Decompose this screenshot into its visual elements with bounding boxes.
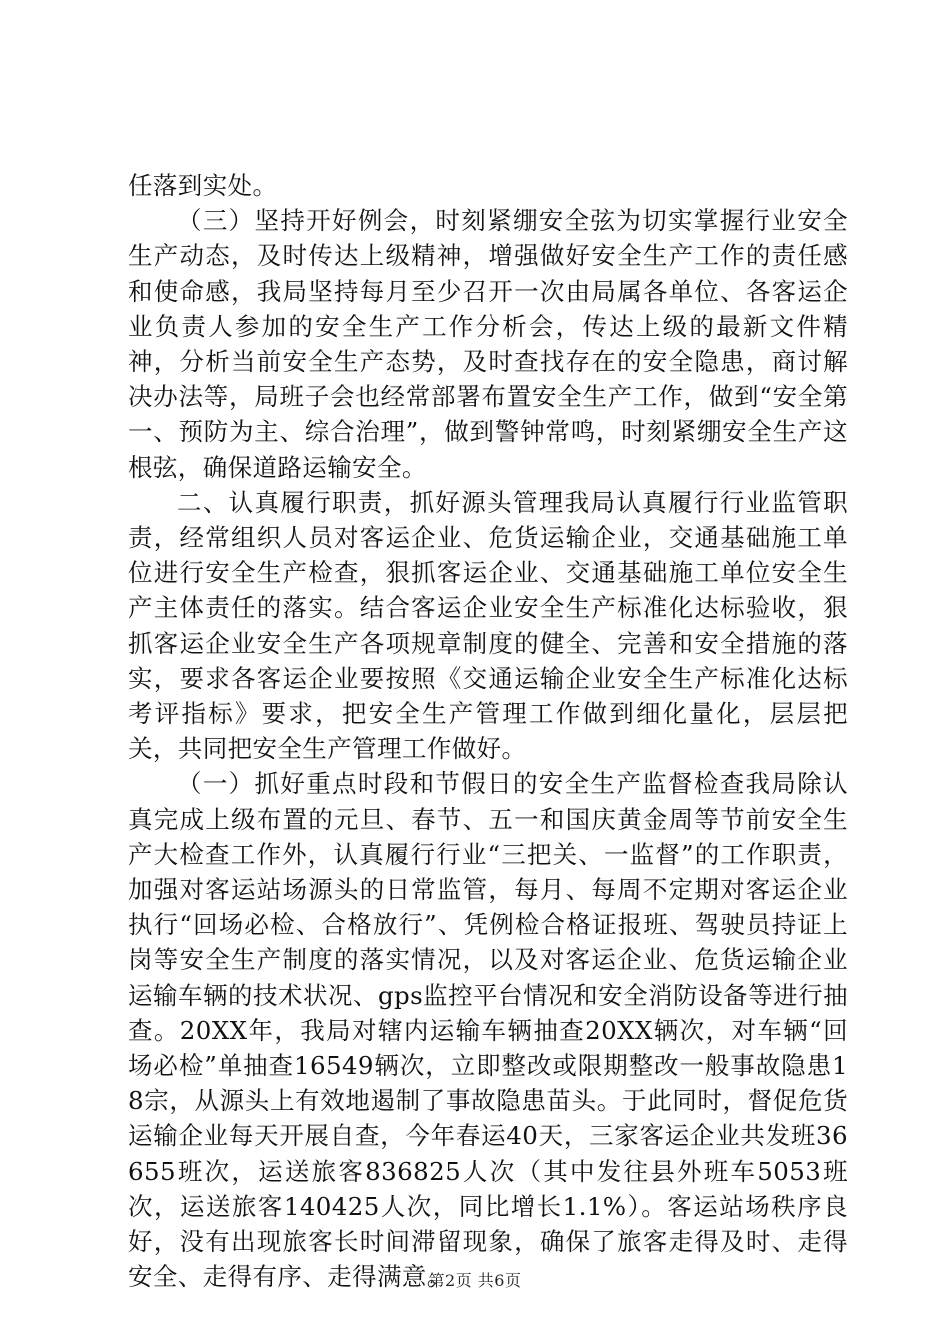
page-number-footer: 第2页 共6页	[428, 1271, 522, 1290]
paragraph-section-two-heading: 二、认真履行职责，抓好源头管理我局认真履行行业监管职责，经常组织人员对客运企业、危货运输企业，交通基础施工单位进行安全生产检查，狠抓客运企业、交通基础施工单位安全生产主体责任的落实。结合客运企业安全生产标准化达标验收，狠抓客运企业安全生产各项规章制度的健全、完善和安全措施的落实，要求各客运企业要按照《交通运输企业安全生产标准化达标考评指标》要求，把安全生产管理工作做到细化量化，层层把关，共同把安全生产管理工作做好。	[128, 487, 848, 764]
document-body	[128, 168, 848, 1295]
paragraph-continuation: 任落到实处。	[128, 171, 278, 200]
paragraph-subsection-one: （一）抓好重点时段和节假日的安全生产监督检查我局除认真完成上级布置的元旦、春节、五一和国庆黄金周等节前安全生产大检查工作外，认真履行行业“三把关、一监督”的工作职责，加强对客运站场源头的日常监管，每月、每周不定期对客运企业执行“回场必检、合格放行”、凭例检合格证报班、驾驶员持证上岗等安全生产制度的落实情况，以及对客运企业、危货运输企业运输车辆的技术状况、gps监控平台情况和安全消防设备等进行抽查。20XX年，我局对辖内运输车辆抽查20XX辆次，对车辆“回场必检”单抽查16549辆次，立即整改或限期整改一般事故隐患18宗，从源头上有效地遏制了事故隐患苗头。于此同时，督促危货运输企业每天开展自查，今年春运40天，三家客运企业共发班36655班次，运送旅客836825人次（其中发往县外班车5053班次，运送旅客140425人次，同比增长1.1%）。客运站场秩序良好，没有出现旅客长时间滞留现象，确保了旅客走得及时、走得安全、走得有序、走得满意。	[128, 769, 848, 1292]
paragraph-section-three: （三）坚持开好例会，时刻紧绷安全弦为切实掌握行业安全生产动态，及时传达上级精神，增强做好安全生产工作的责任感和使命感，我局坚持每月至少召开一次由局属各单位、各客运企业负责人参加的安全生产工作分析会，传达上级的最新文件精神，分析当前安全生产态势，及时查找存在的安全隐患，商讨解决办法等，局班子会也经常部署布置安全生产工作，做到“安全第一、预防为主、综合治理”，做到警钟常鸣，时刻紧绷安全生产这根弦，确保道路运输安全。	[128, 206, 848, 482]
